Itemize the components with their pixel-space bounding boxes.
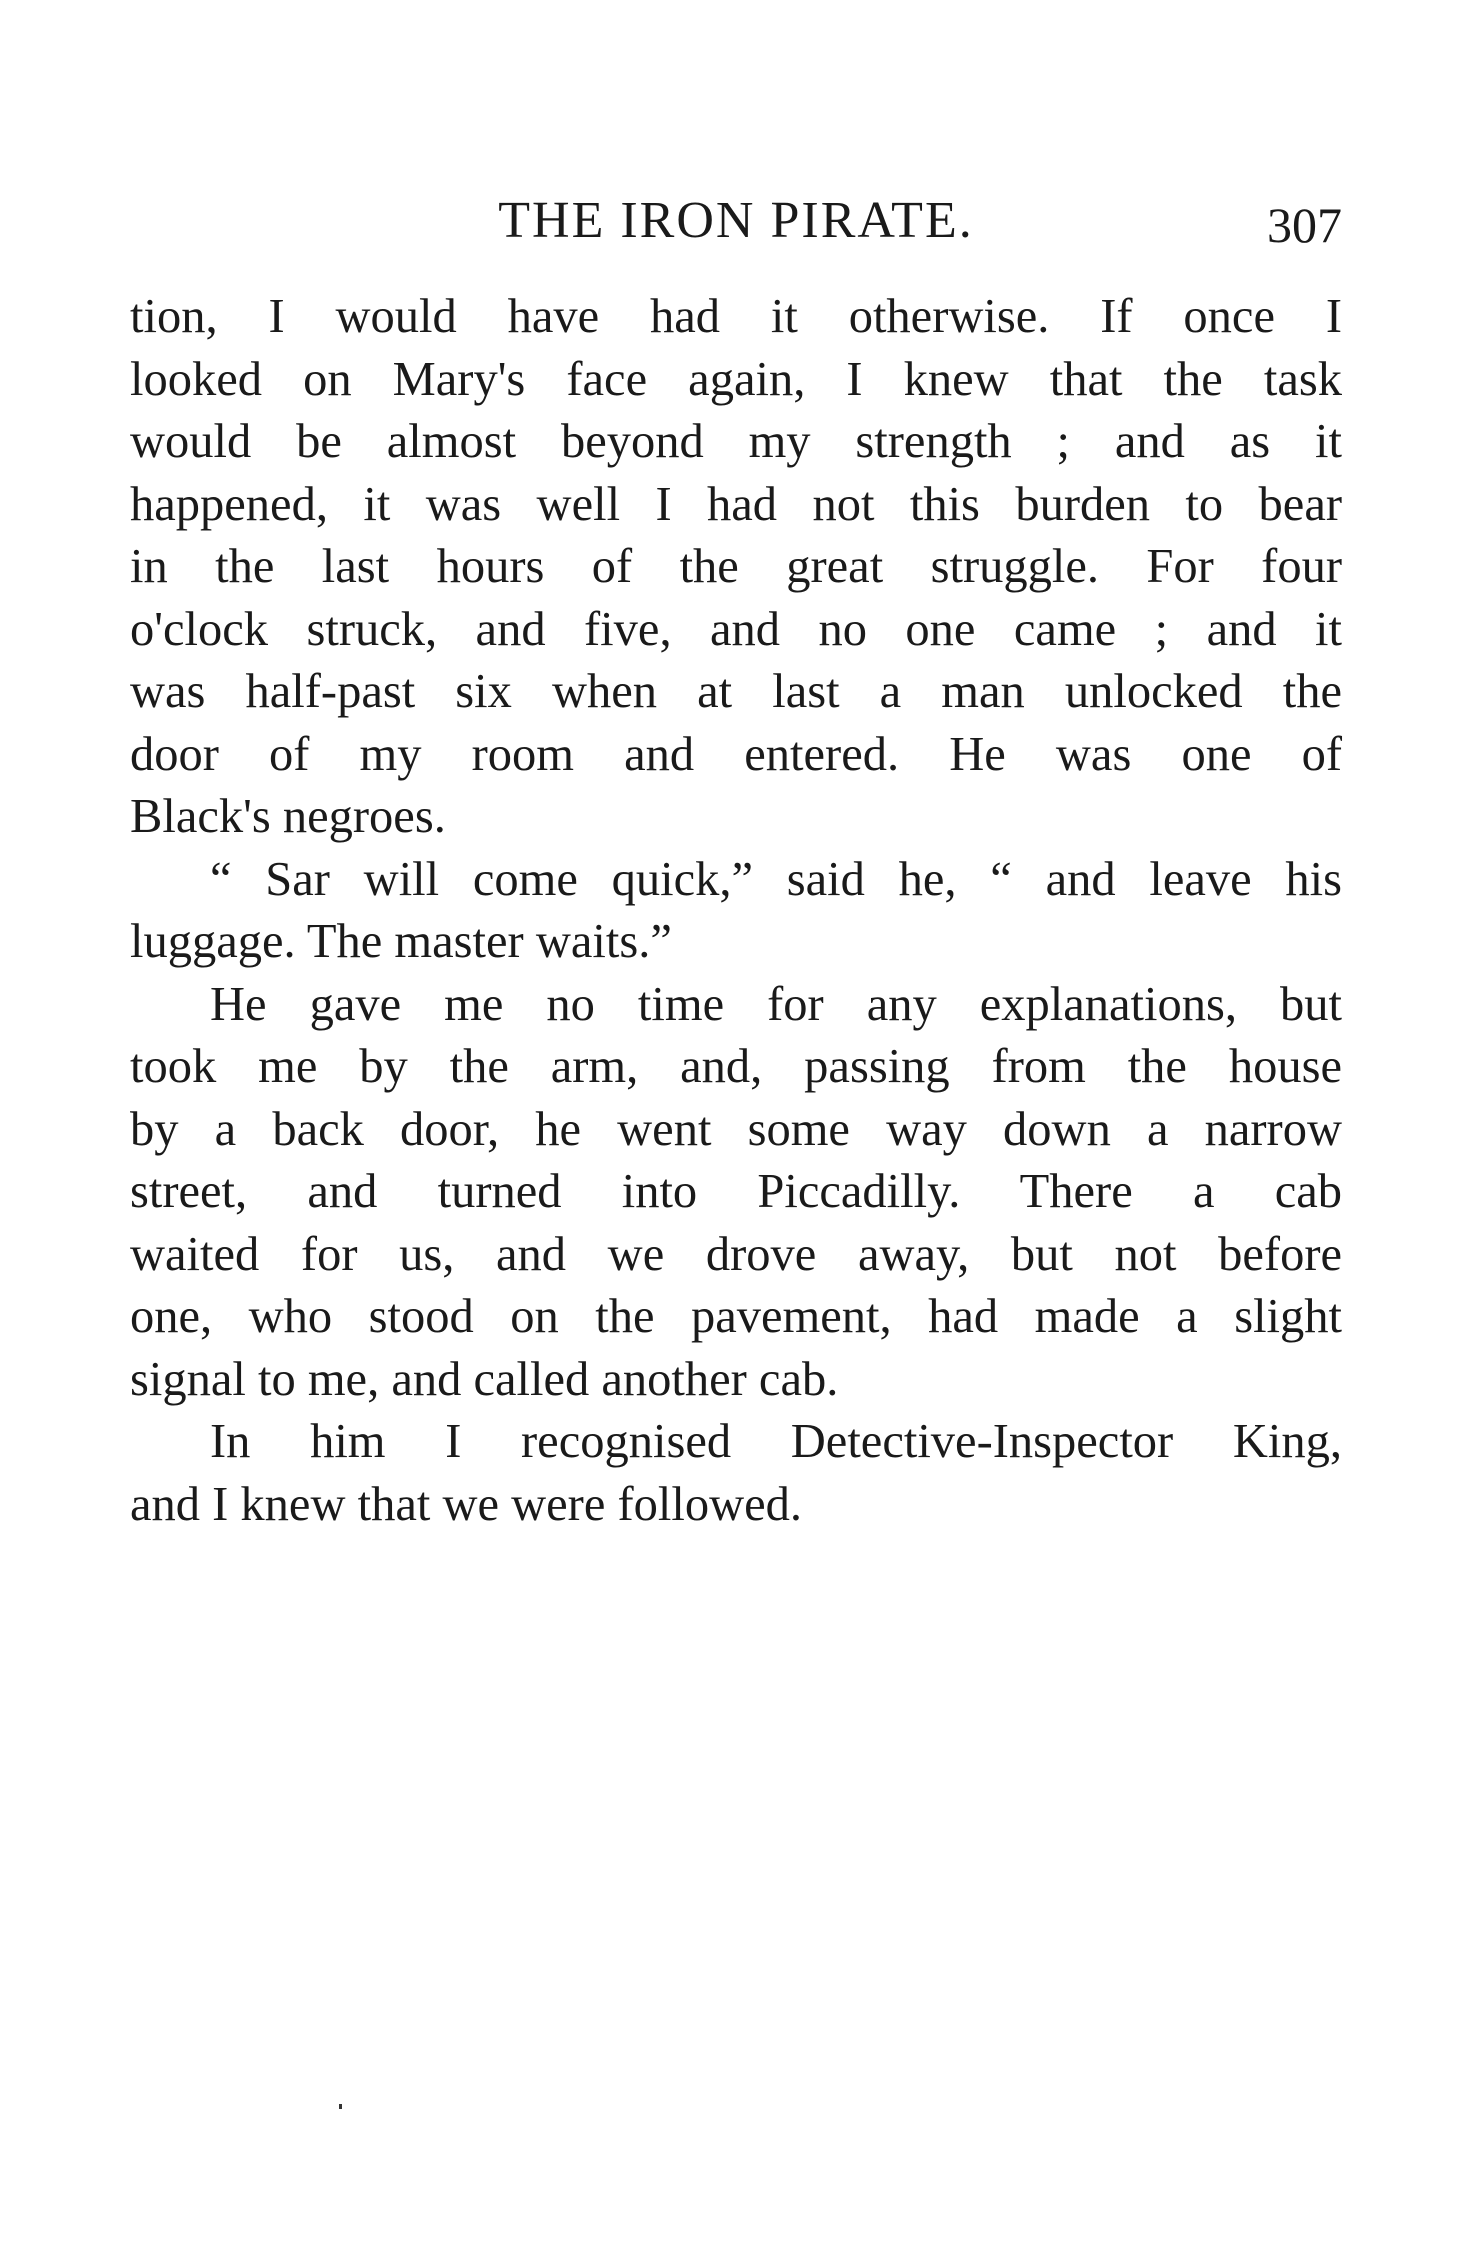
text-line: o'clock struck, and five, and no one came ; and it (130, 602, 1342, 656)
text-line: happened, it was well I had not this burden to bear (130, 477, 1342, 531)
text-line: signal to me, and called another cab. (130, 1352, 839, 1406)
text-line: would be almost beyond my strength ; and as it (130, 415, 1342, 468)
text-line: one, who stood on the pavement, had made a slight (130, 1290, 1342, 1343)
text-line: door of my room and entered. He was one of (130, 727, 1342, 781)
text-line: in the last hours of the great struggle. For four (130, 540, 1342, 593)
text-line: waited for us, and we drove away, but not before (130, 1227, 1342, 1281)
ink-speck (339, 2104, 342, 2109)
text-line: street, and turned into Piccadilly. There a cab (130, 1165, 1342, 1218)
page-number: 307 (1267, 197, 1342, 253)
running-head (130, 186, 1342, 256)
text-line: by a back door, he went some way down a narrow (130, 1102, 1342, 1156)
text-line: luggage. The master waits.” (130, 915, 672, 968)
text-line: and I knew that we were followed. (130, 1477, 803, 1531)
body-text (130, 286, 1342, 1536)
text-line: was half-past six when at last a man unlocked the (130, 665, 1342, 718)
text-line: Black's negroes. (130, 790, 446, 843)
text-line: looked on Mary's face again, I knew that the task (130, 352, 1342, 406)
text-line: took me by the arm, and, passing from the house (130, 1040, 1342, 1093)
text-line: “ Sar will come quick,” said he, “ and leave his (210, 852, 1342, 906)
text-line: In him I recognised Detective-Inspector King, (210, 1415, 1342, 1468)
text-line: He gave me no time for any explanations, but (210, 977, 1342, 1031)
running-title: THE IRON PIRATE. (498, 192, 974, 249)
text-line: tion, I would have had it otherwise. If once I (130, 290, 1342, 343)
